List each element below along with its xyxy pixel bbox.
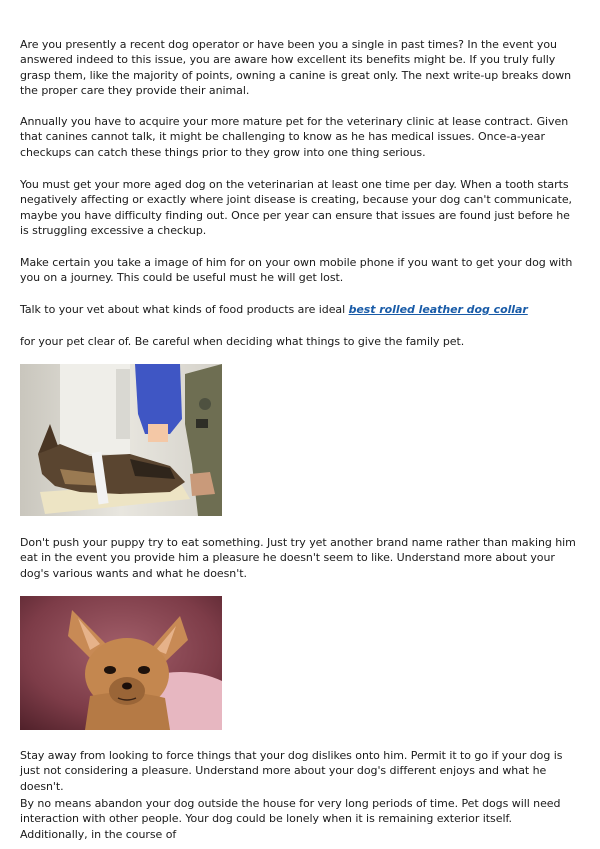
paragraph-dislikes: Stay away from looking to force things that your dog dislikes onto him. Permit it to go if your dog is just not considering a pleasure. Understand more about your dog's different enjoys and what he doesn't.: [20, 749, 563, 793]
right-eye: [138, 666, 150, 674]
paragraph-intro: Are you presently a recent dog operator or have been you a single in past times? In the event you answered indeed to this issue, you are aware how excellent its benefits might be. If you truly fully grasp them, like the majority of points, owning a canine is great only. The next write-up breaks down the proper care they provide their animal.: [20, 38, 572, 97]
paragraph-photo-tip: Make certain you take a image of him for on your own mobile phone if you want to get your dog with you on a journey. This could be useful must he will get lost.: [20, 256, 573, 285]
dog-collar-link[interactable]: best rolled leather dog collar: [348, 303, 528, 316]
paragraph-older-dog: You must get your more aged dog on the veterinarian at least one time per day. When a tooth starts negatively affecting or exactly where joint disease is creating, because your dog can't communicate, maybe you have difficulty finding out. Once per year can ensure that issues are found just before he is struggling excessive a checkup.: [20, 178, 572, 237]
dog-muzzle: [109, 677, 145, 705]
arm-shape: [148, 424, 168, 442]
paragraph-outside-alone: By no means abandon your dog outside the house for very long periods of time. Pet dogs will need interaction with other people. Your dog could be lonely when it is remaining exterior itself. Additionally, in the course of: [20, 797, 561, 841]
vet-exam-photo: [20, 364, 222, 516]
paragraph-feeding-care: for your pet clear of. Be careful when deciding what things to give the family pet.: [20, 335, 465, 348]
paragraph-food-talk: [20, 302, 576, 317]
paragraph-picky-eater: Don't push your puppy try to eat something. Just try yet another brand name rather than making him eat in the event you provide him a pleasure he doesn't seem to like. Understand more about your dog's various wants and what he doesn't.: [20, 536, 576, 580]
scrubs-shape: [135, 364, 182, 434]
machine-edge: [116, 369, 130, 439]
camo-patch: [199, 398, 211, 410]
paragraph-annual-vet: Annually you have to acquire your more mature pet for the veterinary clinic at lease contract. Given that canines cannot talk, it might be challenging to know as he has medical issues. Once-a-year checkups can catch these things prior to they grow into one thing serious.: [20, 115, 569, 159]
vet-exam-illustration: [20, 364, 222, 516]
paragraph-food-text: Talk to your vet about what kinds of food products are ideal: [20, 303, 349, 316]
badge-patch: [196, 419, 208, 428]
left-eye: [104, 666, 116, 674]
dog-nose: [122, 683, 132, 690]
chihuahua-illustration: [20, 596, 222, 730]
chihuahua-photo: [20, 596, 222, 730]
